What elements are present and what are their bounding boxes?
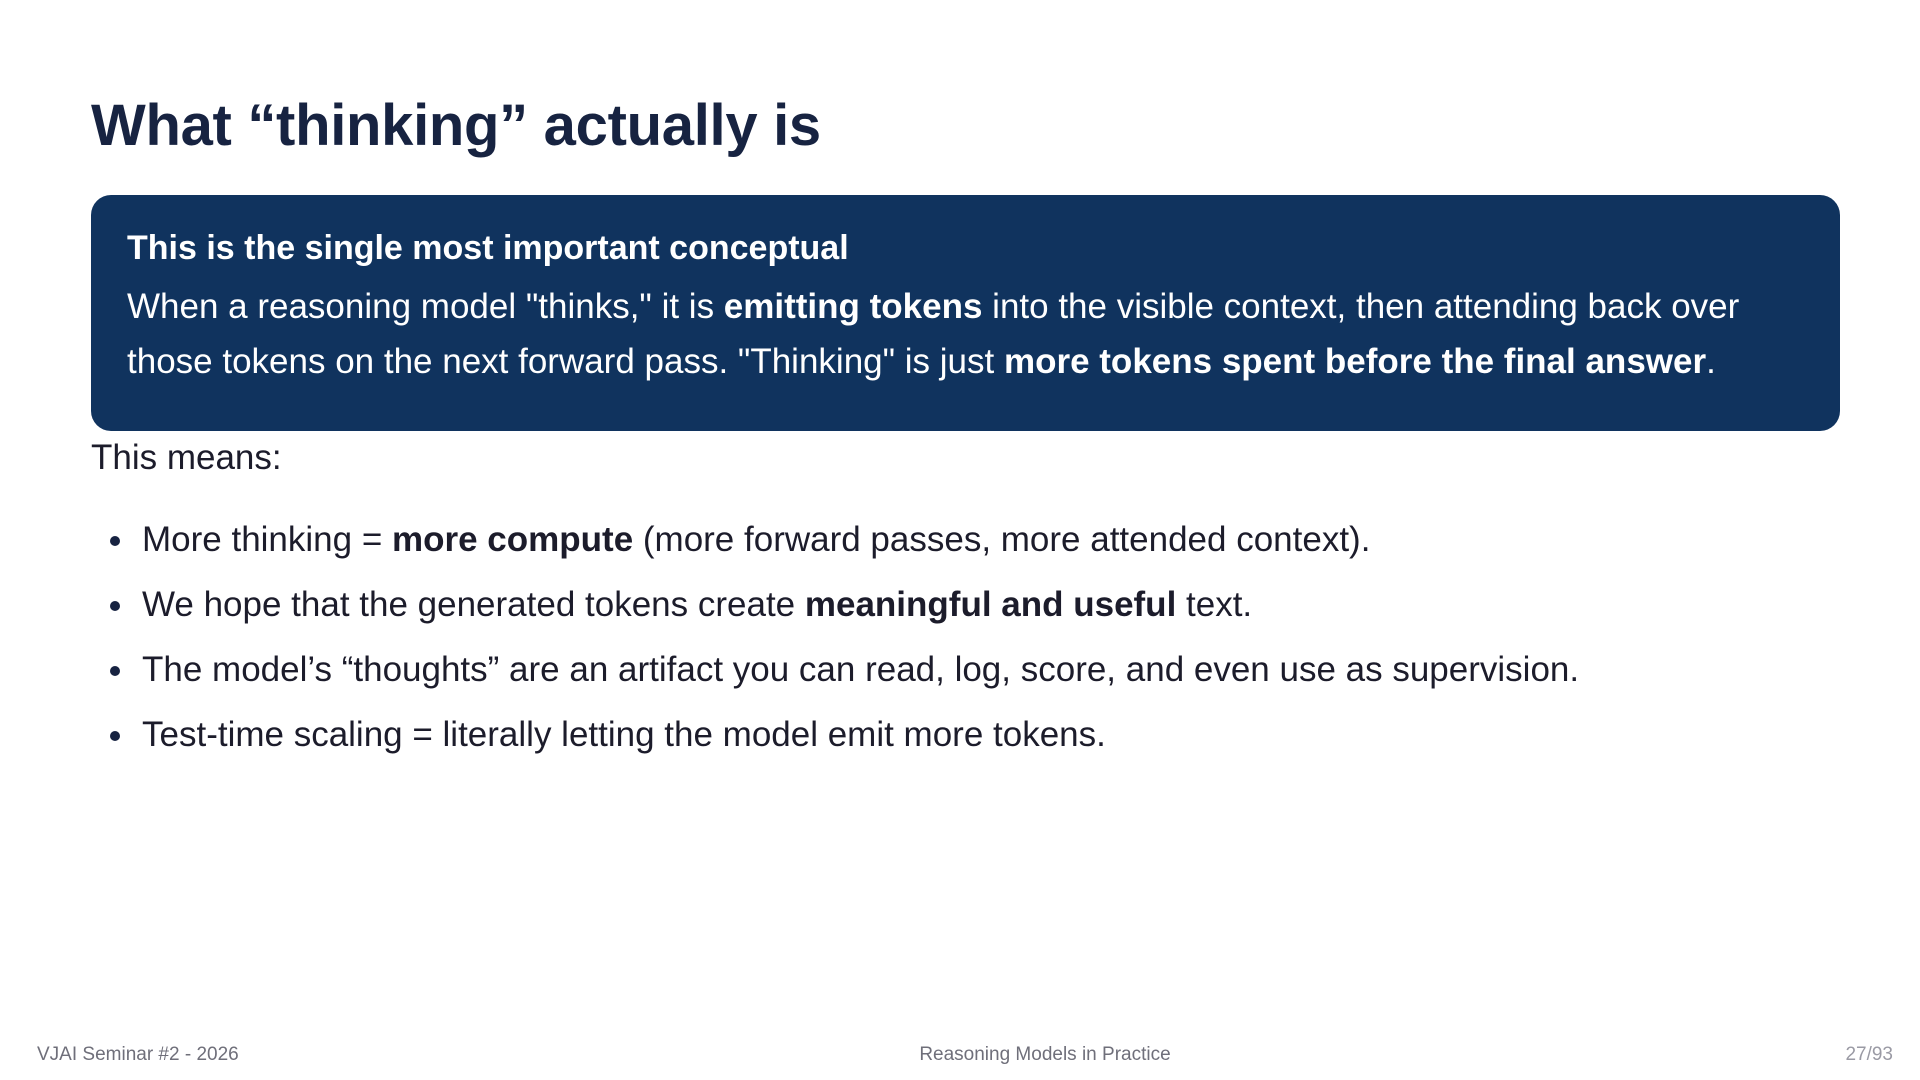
bullet-text-run: The model’s “thoughts” are an artifact you can read, log, score, and even use as supervision. — [142, 650, 1580, 689]
bullet-text-run: (more forward passes, more attended context). — [633, 520, 1371, 559]
bullet-dot-icon — [110, 666, 120, 676]
slide-title: What “thinking” actually is — [91, 93, 821, 158]
bullet-item — [91, 713, 1579, 757]
bullet-dot-icon — [110, 536, 120, 546]
footer-talk-title: Reasoning Models in Practice — [919, 1044, 1171, 1065]
bullet-item — [91, 648, 1579, 692]
callout-text-run: When a reasoning model "thinks," it is — [127, 287, 724, 326]
bullet-bold-run: meaningful and useful — [804, 585, 1177, 624]
bullet-item — [91, 583, 1579, 627]
callout-text-run: into the visible context, then attending back over those tokens on the next forward pass. "Thinking" is just — [127, 287, 1740, 381]
callout-text-run: . — [1706, 342, 1716, 381]
bullet-text-run: More thinking = — [142, 520, 392, 559]
footer-page-number: 27/93 — [1845, 1044, 1893, 1065]
callout-bold-run: emitting tokens — [723, 287, 983, 326]
bullet-bold-run: more compute — [392, 520, 634, 559]
callout-body — [127, 279, 1804, 389]
bullet-text-run: text. — [1176, 585, 1253, 624]
bullet-dot-icon — [110, 731, 120, 741]
lead-text: This means: — [91, 438, 282, 477]
callout-heading: This is the single most important conceptual — [127, 229, 849, 267]
key-concept-callout — [91, 195, 1840, 431]
bullet-text-run: Test-time scaling = literally letting the model emit more tokens. — [142, 715, 1106, 754]
footer-event: VJAI Seminar #2 - 2026 — [37, 1044, 239, 1065]
bullet-list — [91, 518, 1579, 778]
bullet-item — [91, 518, 1579, 562]
callout-bold-run: more tokens spent before the final answer — [1003, 342, 1707, 381]
bullet-text-run: We hope that the generated tokens create — [142, 585, 805, 624]
bullet-dot-icon — [110, 601, 120, 611]
